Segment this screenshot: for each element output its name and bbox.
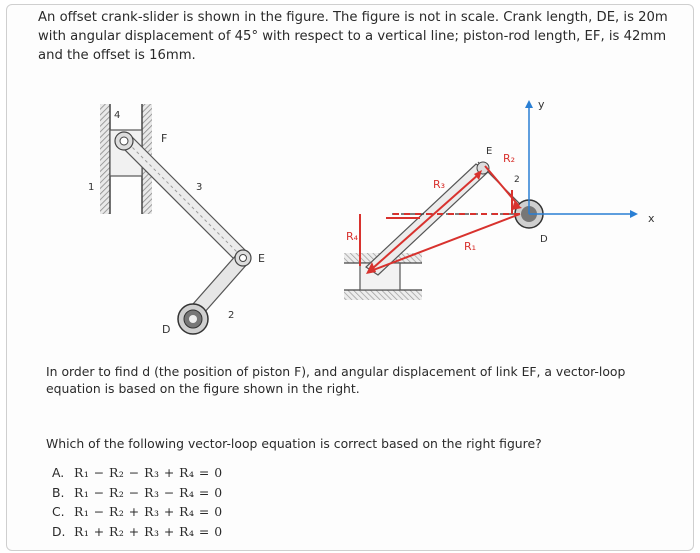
connecting-rod [117,134,249,262]
label-y: y [538,98,545,111]
left-mechanism [88,104,265,336]
option-letter: C. [52,504,65,519]
right-mechanism [344,98,655,300]
label-2: 2 [228,310,235,321]
option-letter: D. [52,523,66,539]
option-d[interactable] [52,522,352,542]
option-a[interactable] [52,463,352,483]
option-equation: R₁ + R₂ + R₃ + R₄ = 0 [74,523,223,539]
option-b[interactable] [52,483,352,503]
vector-r3 [373,174,479,268]
label-e: E [258,252,265,265]
label-1: 1 [88,182,95,193]
vector-r2 [485,166,519,206]
option-c[interactable] [52,502,352,522]
label-d-right: D [540,234,548,245]
option-letter: B. [52,484,65,500]
label-d: D [162,323,171,336]
label-r3: R₃ [433,178,446,191]
label-r1: R₁ [464,240,477,253]
mechanism-figure [0,90,700,350]
label-x: x [648,212,655,225]
problem-statement: An offset crank-slider is shown in the figure. The figure is not in scale. Crank length, DE, is 20m with angular displacement of 45° with respect to a vertical line; piston-rod length, EF, is 42mm and the offset is 16mm. [38,10,668,63]
label-3: 3 [196,182,203,193]
option-equation: R₁ − R₂ − R₃ + R₄ = 0 [74,465,223,480]
option-equation: R₁ − R₂ − R₃ − R₄ = 0 [74,484,223,500]
question-prompt: Which of the following vector-loop equation is correct based on the right figure? [46,436,542,451]
vector-loop-paragraph: In order to find d (the position of piston F), and angular displacement of link EF, a vector-loop equation is based on the figure shown in the right. [46,364,626,396]
label-2-right: 2 [514,175,520,185]
label-4: 4 [114,110,121,121]
ground-wall-left [100,104,110,214]
label-r2: R₂ [503,152,516,165]
option-equation: R₁ − R₂ + R₃ + R₄ = 0 [74,504,223,519]
label-e-right: E [486,146,493,157]
option-letter: A. [52,465,65,480]
label-f: F [161,132,168,145]
answer-options [52,463,352,541]
mechanism-diagram [0,90,700,350]
slider-ground-bottom [344,290,422,300]
label-r4: R₄ [346,230,359,243]
